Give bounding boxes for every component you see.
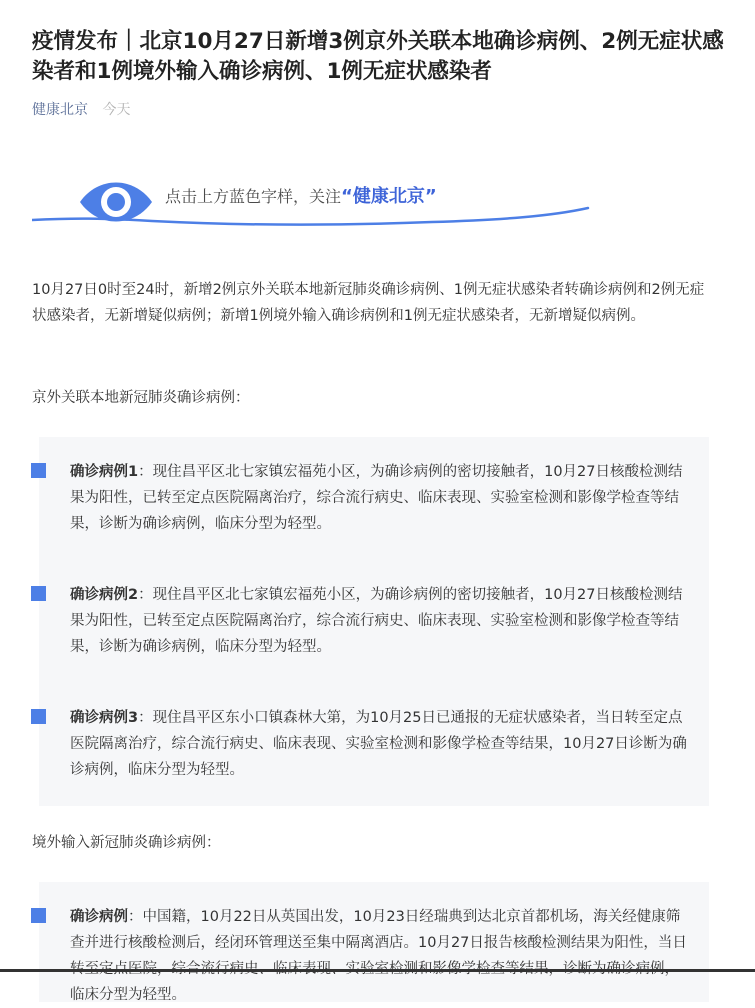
bullet-square-icon (31, 709, 46, 724)
intro-paragraph: 10月27日0时至24时，新增2例京外关联本地新冠肺炎确诊病例、1例无症状感染者转确诊病例和2例无症状感染者，无新增疑似病例；新增1例境外输入确诊病例和1例无症状感染者，无新增疑似病例。 (32, 282, 705, 324)
section-heading-imported: 境外输入新冠肺炎确诊病例： (32, 835, 221, 851)
section-heading-local: 京外关联本地新冠肺炎确诊病例： (32, 390, 250, 406)
local-cases-card (39, 437, 709, 806)
bullet-square-icon (31, 586, 46, 601)
case-label: 确诊病例3 (70, 710, 139, 726)
follow-banner-text[interactable]: 点击上方蓝色字样，关注“健康北京” (165, 186, 437, 207)
article-meta (32, 100, 130, 120)
bullet-square-icon (31, 463, 46, 478)
bullet-square-icon (31, 908, 46, 923)
case-text: 确诊病例：中国籍，10月22日从英国出发，10月23日经瑞典到达北京首都机场，海关经健康筛查并进行核酸检测后，经闭环管理送至集中隔离酒店。10月27日报告核酸检测结果为阳性，当日 临床分型为轻型。 (70, 909, 687, 1003)
imported-cases-card (39, 882, 709, 1002)
eye-icon (80, 183, 152, 222)
case-text: 确诊病例2：现住昌平区北七家镇宏福苑小区，为确诊病例的密切接触者，10月27日核酸检测结果为阳性，已转至定点医院隔离治疗，综合流行病史、临床表现、实验室检测和影像学检查等结果，诊断为确诊病例，临床分型为轻型。 (70, 587, 683, 655)
account-name-highlight: “健康北京” (341, 186, 437, 207)
author-link[interactable]: 健康北京 (32, 102, 88, 118)
publish-date: 今天 (102, 102, 131, 118)
article-title: 疫情发布｜北京10月27日新增3例京外关联本地确诊病例、2例无症状感染者和1例境外输入确诊病例、1例无症状感染者 (32, 29, 724, 84)
case-label: 确诊病例2 (70, 587, 139, 603)
case-label: 确诊病例1 (70, 464, 139, 480)
case-text: 确诊病例1：现住昌平区北七家镇宏福苑小区，为确诊病例的密切接触者，10月27日核酸检测结果为阳性，已转至定点医院隔离治疗，综合流行病史、临床表现、实验室检测和影像学检查等结果，诊断为确诊病例，临床分型为轻型。 (70, 464, 683, 532)
case-text: 确诊病例3：现住昌平区东小口镇森林大第，为10月25日已通报的无症状感染者，当日转至定点医院隔离治疗，综合流行病史、临床表现、实验室检测和影像学检查等结果，10月27日诊断为确诊病例，临床分型为轻型。 (70, 710, 687, 778)
case-label: 确诊病例 (70, 909, 128, 925)
